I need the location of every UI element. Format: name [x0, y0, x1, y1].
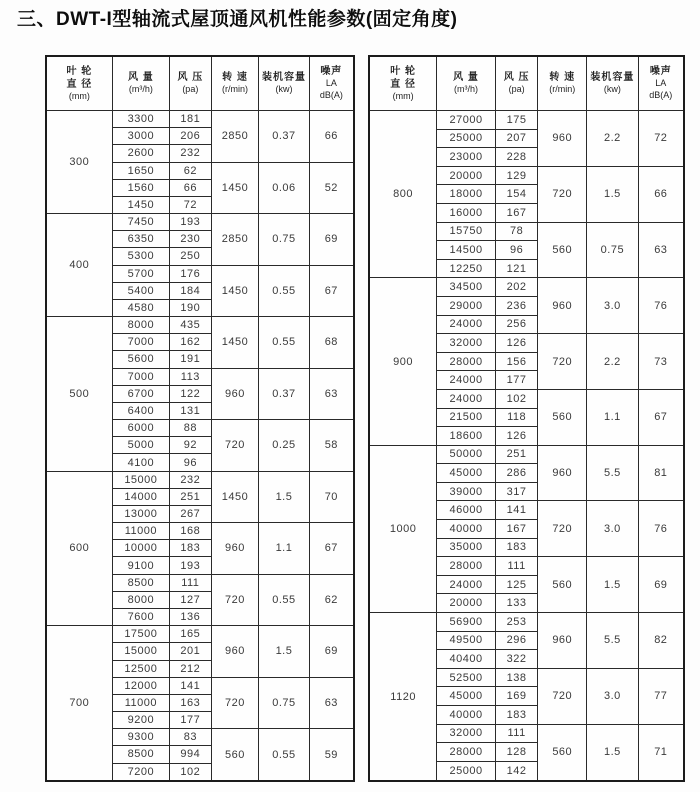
pressure-cell: 126: [495, 334, 538, 353]
volume-cell: 15750: [437, 222, 496, 241]
capacity-cell: 0.55: [259, 729, 309, 781]
pressure-cell: 102: [495, 389, 538, 408]
volume-cell: 27000: [437, 111, 496, 130]
noise-cell: 63: [309, 368, 354, 420]
col-header-noise: [309, 56, 354, 111]
volume-cell: 8000: [112, 317, 169, 334]
table-body: [46, 111, 354, 782]
volume-cell: 4580: [112, 299, 169, 316]
table-header: [369, 56, 684, 111]
speed-cell: 560: [538, 724, 587, 781]
pressure-cell: 167: [495, 520, 538, 539]
speed-cell: 720: [211, 677, 259, 729]
header-line: 转 速: [222, 72, 248, 84]
capacity-cell: 5.5: [587, 613, 639, 669]
volume-cell: 32000: [437, 334, 496, 353]
diameter-cell: 400: [46, 214, 112, 317]
header-line: (pa): [182, 84, 199, 95]
table-row: [46, 626, 354, 643]
volume-cell: 5300: [112, 248, 169, 265]
volume-cell: 40000: [437, 520, 496, 539]
volume-cell: 3000: [112, 128, 169, 145]
noise-cell: 73: [638, 334, 684, 390]
pressure-cell: 202: [495, 278, 538, 297]
pressure-cell: 183: [170, 540, 212, 557]
volume-cell: 7450: [112, 214, 169, 231]
volume-cell: 14500: [437, 241, 496, 260]
header-line: dB(A): [319, 90, 343, 100]
col-header-volume: [112, 56, 169, 111]
capacity-cell: 0.75: [259, 214, 309, 266]
capacity-cell: 0.55: [259, 574, 309, 626]
table-body: [369, 111, 684, 782]
pressure-cell: 165: [170, 626, 212, 643]
pressure-cell: 126: [495, 427, 538, 446]
pressure-cell: 163: [170, 694, 212, 711]
volume-cell: 35000: [437, 538, 496, 557]
noise-cell: 67: [309, 265, 354, 317]
pressure-cell: 154: [495, 185, 538, 204]
header-row: [46, 56, 354, 111]
page-title: 三、DWT-I型轴流式屋顶通风机性能参数(固定角度): [17, 9, 458, 30]
col-header-capacity: [587, 56, 639, 111]
header-line: (kw): [603, 84, 621, 95]
header-line: 风 量: [127, 72, 154, 84]
pressure-cell: 113: [170, 368, 212, 385]
header-line: 风 量: [453, 72, 479, 84]
pressure-cell: 267: [170, 505, 212, 522]
volume-cell: 11000: [112, 523, 169, 540]
volume-cell: 49500: [437, 631, 496, 650]
speed-cell: 560: [538, 389, 587, 445]
pressure-cell: 128: [495, 743, 538, 762]
capacity-cell: 1.5: [587, 166, 639, 222]
speed-cell: 960: [538, 613, 587, 669]
pressure-cell: 92: [170, 437, 212, 454]
volume-cell: 56900: [437, 613, 496, 632]
pressure-cell: 177: [495, 371, 538, 390]
volume-cell: 9300: [112, 729, 169, 746]
speed-cell: 960: [538, 278, 587, 334]
noise-cell: 68: [309, 317, 354, 369]
pressure-cell: 96: [170, 454, 212, 471]
pressure-cell: 253: [495, 613, 538, 632]
capacity-cell: 1.1: [587, 389, 639, 445]
speed-cell: 1450: [211, 317, 259, 369]
pressure-cell: 193: [170, 214, 212, 231]
capacity-cell: 0.25: [259, 420, 309, 472]
header-line: 叶 轮: [66, 65, 93, 77]
volume-cell: 9200: [112, 712, 169, 729]
volume-cell: 8500: [112, 574, 169, 591]
pressure-cell: 72: [170, 196, 212, 213]
table-header: [46, 56, 354, 111]
speed-cell: 960: [211, 523, 259, 575]
noise-cell: 81: [638, 445, 684, 501]
diameter-cell: 300: [46, 111, 112, 214]
header-line: (mm): [392, 90, 414, 101]
pressure-cell: 190: [170, 299, 212, 316]
volume-cell: 1450: [112, 196, 169, 213]
table-row: [46, 471, 354, 488]
pressure-cell: 111: [170, 574, 212, 591]
volume-cell: 28000: [437, 352, 496, 371]
pressure-cell: 133: [495, 594, 538, 613]
header-line: 装机容量: [261, 72, 306, 84]
speed-cell: 960: [211, 626, 259, 678]
header-line: dB(A): [649, 90, 673, 100]
table-row: [369, 278, 684, 297]
pressure-cell: 88: [170, 420, 212, 437]
pressure-cell: 62: [170, 162, 212, 179]
volume-cell: 18000: [437, 185, 496, 204]
speed-cell: 720: [538, 334, 587, 390]
volume-cell: 25000: [437, 761, 496, 781]
pressure-cell: 141: [170, 677, 212, 694]
volume-cell: 13000: [112, 505, 169, 522]
noise-cell: 72: [638, 111, 684, 167]
capacity-cell: 3.0: [587, 501, 639, 557]
noise-cell: 71: [638, 724, 684, 781]
capacity-cell: 1.5: [587, 724, 639, 781]
noise-cell: 82: [638, 613, 684, 669]
col-header-speed: [211, 56, 259, 111]
volume-cell: 7200: [112, 763, 169, 781]
diameter-cell: 600: [46, 471, 112, 626]
pressure-cell: 125: [495, 575, 538, 594]
pressure-cell: 191: [170, 351, 212, 368]
pressure-cell: 435: [170, 317, 212, 334]
pressure-cell: 177: [170, 712, 212, 729]
volume-cell: 28000: [437, 557, 496, 576]
noise-cell: 66: [638, 166, 684, 222]
pressure-cell: 167: [495, 203, 538, 222]
capacity-cell: 3.0: [587, 668, 639, 724]
diameter-cell: 700: [46, 626, 112, 781]
header-line: (mm): [68, 90, 90, 101]
noise-cell: 52: [309, 162, 354, 214]
pressure-cell: 230: [170, 231, 212, 248]
diameter-cell: 1120: [369, 613, 437, 781]
pressure-cell: 127: [170, 591, 212, 608]
volume-cell: 23000: [437, 148, 496, 167]
speed-cell: 720: [538, 668, 587, 724]
header-line: LA: [655, 78, 667, 89]
capacity-cell: 2.2: [587, 334, 639, 390]
pressure-cell: 322: [495, 650, 538, 669]
speed-cell: 960: [538, 111, 587, 167]
table-row: [46, 317, 354, 334]
volume-cell: 2600: [112, 145, 169, 162]
volume-cell: 5700: [112, 265, 169, 282]
col-header-pressure: [170, 56, 212, 111]
volume-cell: 40000: [437, 706, 496, 725]
header-line: LA: [325, 78, 337, 89]
volume-cell: 20000: [437, 166, 496, 185]
pressure-cell: 251: [495, 445, 538, 464]
pressure-cell: 212: [170, 660, 212, 677]
pressure-cell: 162: [170, 334, 212, 351]
pressure-cell: 183: [495, 538, 538, 557]
volume-cell: 18600: [437, 427, 496, 446]
diameter-cell: 1000: [369, 445, 437, 612]
pressure-cell: 232: [170, 471, 212, 488]
capacity-cell: 1.1: [259, 523, 309, 575]
noise-cell: 70: [309, 471, 354, 523]
volume-cell: 40400: [437, 650, 496, 669]
header-line: 装机容量: [590, 72, 635, 84]
performance-table-left: [45, 55, 355, 782]
volume-cell: 45000: [437, 687, 496, 706]
noise-cell: 69: [309, 214, 354, 266]
capacity-cell: 1.5: [259, 471, 309, 523]
volume-cell: 32000: [437, 724, 496, 743]
volume-cell: 29000: [437, 296, 496, 315]
speed-cell: 1450: [211, 265, 259, 317]
volume-cell: 39000: [437, 482, 496, 501]
capacity-cell: 0.06: [259, 162, 309, 214]
speed-cell: 560: [211, 729, 259, 781]
header-row: [369, 56, 684, 111]
volume-cell: 9100: [112, 557, 169, 574]
diameter-cell: 800: [369, 111, 437, 278]
volume-cell: 6700: [112, 385, 169, 402]
volume-cell: 6400: [112, 402, 169, 419]
table-row: [369, 613, 684, 632]
noise-cell: 63: [309, 677, 354, 729]
header-line: 噪声: [320, 66, 343, 78]
capacity-cell: 2.2: [587, 111, 639, 167]
pressure-cell: 228: [495, 148, 538, 167]
pressure-cell: 193: [170, 557, 212, 574]
pressure-cell: 118: [495, 408, 538, 427]
capacity-cell: 0.37: [259, 111, 309, 163]
capacity-cell: 0.75: [259, 677, 309, 729]
capacity-cell: 0.55: [259, 265, 309, 317]
speed-cell: 2850: [211, 214, 259, 266]
header-line: (m³/h): [454, 84, 479, 95]
volume-cell: 7000: [112, 334, 169, 351]
volume-cell: 52500: [437, 668, 496, 687]
volume-cell: 21500: [437, 408, 496, 427]
noise-cell: 77: [638, 668, 684, 724]
volume-cell: 11000: [112, 694, 169, 711]
capacity-cell: 1.5: [259, 626, 309, 678]
col-header-pressure: [495, 56, 538, 111]
header-line: 转 速: [549, 72, 576, 84]
capacity-cell: 0.37: [259, 368, 309, 420]
volume-cell: 50000: [437, 445, 496, 464]
header-line: 直 径: [66, 78, 93, 90]
volume-cell: 14000: [112, 488, 169, 505]
volume-cell: 5000: [112, 437, 169, 454]
volume-cell: 6000: [112, 420, 169, 437]
pressure-cell: 236: [495, 296, 538, 315]
speed-cell: 720: [538, 501, 587, 557]
noise-cell: 59: [309, 729, 354, 781]
pressure-cell: 181: [170, 111, 212, 128]
speed-cell: 560: [538, 222, 587, 278]
volume-cell: 34500: [437, 278, 496, 297]
speed-cell: 960: [538, 445, 587, 501]
speed-cell: 1450: [211, 471, 259, 523]
noise-cell: 69: [638, 557, 684, 613]
pressure-cell: 111: [495, 724, 538, 743]
volume-cell: 4100: [112, 454, 169, 471]
volume-cell: 1650: [112, 162, 169, 179]
header-line: (m³/h): [128, 84, 153, 95]
speed-cell: 960: [211, 368, 259, 420]
volume-cell: 17500: [112, 626, 169, 643]
col-header-diameter: [46, 56, 112, 111]
pressure-cell: 183: [495, 706, 538, 725]
col-header-diameter: [369, 56, 437, 111]
header-line: (kw): [275, 84, 293, 95]
pressure-cell: 141: [495, 501, 538, 520]
col-header-volume: [437, 56, 496, 111]
pressure-cell: 206: [170, 128, 212, 145]
volume-cell: 12000: [112, 677, 169, 694]
noise-cell: 66: [309, 111, 354, 163]
capacity-cell: 3.0: [587, 278, 639, 334]
speed-cell: 1450: [211, 162, 259, 214]
pressure-cell: 142: [495, 761, 538, 781]
noise-cell: 62: [309, 574, 354, 626]
noise-cell: 67: [638, 389, 684, 445]
speed-cell: 2850: [211, 111, 259, 163]
header-line: 叶 轮: [390, 65, 416, 77]
header-line: (r/min): [221, 84, 248, 95]
header-line: (r/min): [549, 84, 576, 95]
diameter-cell: 500: [46, 317, 112, 472]
table-row: [369, 111, 684, 130]
pressure-cell: 251: [170, 488, 212, 505]
pressure-cell: 129: [495, 166, 538, 185]
volume-cell: 24000: [437, 389, 496, 408]
capacity-cell: 5.5: [587, 445, 639, 501]
volume-cell: 15000: [112, 643, 169, 660]
diameter-cell: 900: [369, 278, 437, 445]
header-line: 噪声: [649, 66, 672, 78]
volume-cell: 16000: [437, 203, 496, 222]
pressure-cell: 256: [495, 315, 538, 334]
pressure-cell: 83: [170, 729, 212, 746]
noise-cell: 63: [638, 222, 684, 278]
pressure-cell: 250: [170, 248, 212, 265]
volume-cell: 45000: [437, 464, 496, 483]
pressure-cell: 102: [170, 763, 212, 781]
pressure-cell: 232: [170, 145, 212, 162]
pressure-cell: 122: [170, 385, 212, 402]
pressure-cell: 156: [495, 352, 538, 371]
pressure-cell: 78: [495, 222, 538, 241]
performance-table-right: [368, 55, 685, 782]
col-header-speed: [538, 56, 587, 111]
pressure-cell: 111: [495, 557, 538, 576]
pressure-cell: 201: [170, 643, 212, 660]
volume-cell: 28000: [437, 743, 496, 762]
pressure-cell: 121: [495, 259, 538, 278]
pressure-cell: 296: [495, 631, 538, 650]
volume-cell: 46000: [437, 501, 496, 520]
pressure-cell: 66: [170, 179, 212, 196]
noise-cell: 58: [309, 420, 354, 472]
pressure-cell: 169: [495, 687, 538, 706]
capacity-cell: 0.55: [259, 317, 309, 369]
pressure-cell: 286: [495, 464, 538, 483]
volume-cell: 6350: [112, 231, 169, 248]
volume-cell: 20000: [437, 594, 496, 613]
speed-cell: 720: [211, 420, 259, 472]
volume-cell: 12500: [112, 660, 169, 677]
header-line: 直 径: [390, 78, 416, 90]
volume-cell: 3300: [112, 111, 169, 128]
volume-cell: 24000: [437, 315, 496, 334]
pressure-cell: 136: [170, 608, 212, 625]
pressure-cell: 176: [170, 265, 212, 282]
capacity-cell: 0.75: [587, 222, 639, 278]
volume-cell: 1560: [112, 179, 169, 196]
pressure-cell: 138: [495, 668, 538, 687]
pressure-cell: 175: [495, 111, 538, 130]
volume-cell: 7000: [112, 368, 169, 385]
noise-cell: 76: [638, 501, 684, 557]
table-row: [46, 214, 354, 231]
col-header-noise: [638, 56, 684, 111]
header-line: 风 压: [177, 72, 204, 84]
pressure-cell: 207: [495, 129, 538, 148]
table-row: [46, 111, 354, 128]
table-row: [369, 445, 684, 464]
noise-cell: 67: [309, 523, 354, 575]
volume-cell: 12250: [437, 259, 496, 278]
volume-cell: 15000: [112, 471, 169, 488]
pressure-cell: 131: [170, 402, 212, 419]
volume-cell: 24000: [437, 575, 496, 594]
pressure-cell: 96: [495, 241, 538, 260]
volume-cell: 7600: [112, 608, 169, 625]
pressure-cell: 317: [495, 482, 538, 501]
capacity-cell: 1.5: [587, 557, 639, 613]
speed-cell: 560: [538, 557, 587, 613]
volume-cell: 8500: [112, 746, 169, 763]
col-header-capacity: [259, 56, 309, 111]
pressure-cell: 994: [170, 746, 212, 763]
noise-cell: 69: [309, 626, 354, 678]
noise-cell: 76: [638, 278, 684, 334]
speed-cell: 720: [538, 166, 587, 222]
volume-cell: 10000: [112, 540, 169, 557]
volume-cell: 25000: [437, 129, 496, 148]
volume-cell: 5600: [112, 351, 169, 368]
speed-cell: 720: [211, 574, 259, 626]
volume-cell: 5400: [112, 282, 169, 299]
header-line: (pa): [508, 84, 525, 95]
volume-cell: 8000: [112, 591, 169, 608]
header-line: 风 压: [503, 72, 530, 84]
pressure-cell: 168: [170, 523, 212, 540]
pressure-cell: 184: [170, 282, 212, 299]
volume-cell: 24000: [437, 371, 496, 390]
